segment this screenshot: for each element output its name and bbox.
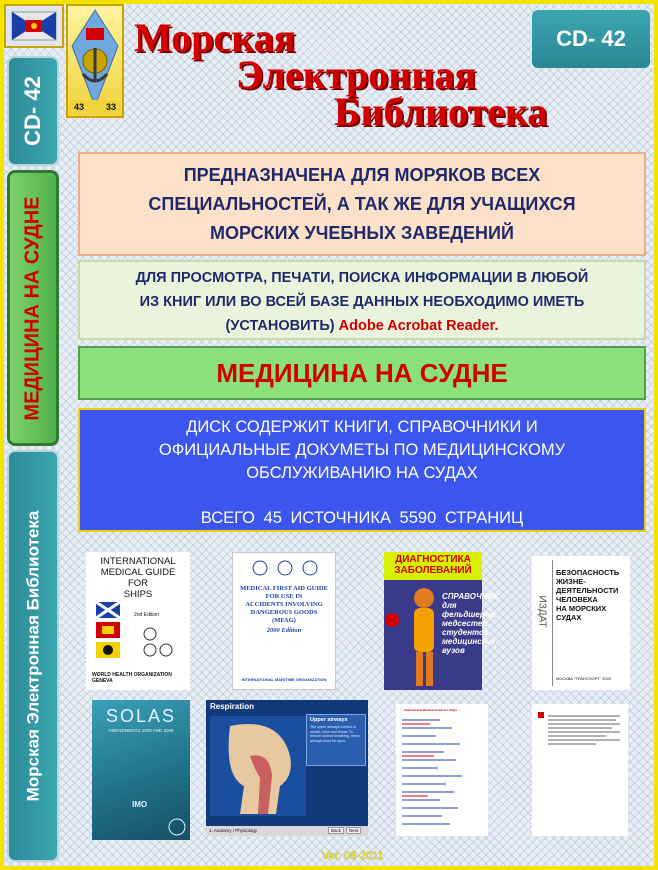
reader-line: ДЛЯ ПРОСМОТРА, ПЕЧАТИ, ПОИСКА ИНФОРМАЦИИ В ЛЮБОЙ <box>135 270 589 286</box>
side-tab-cd-label: CD- 42 <box>20 76 45 146</box>
title-line-3: Библиотека <box>334 89 548 134</box>
thumb-text: НА МОРСКИХ <box>556 604 607 613</box>
contents-total: ВСЕГО 45 ИСТОЧНИКА 5590 СТРАНИЦ <box>200 509 524 527</box>
reader-line: (УСТАНОВИТЬ) <box>225 318 335 334</box>
book-thumb-medical-guide[interactable] <box>86 552 190 690</box>
document-text-icon <box>536 710 624 750</box>
thumb-text: 2000 Edition <box>266 627 302 634</box>
thumb-text: МОСКВА "ТРАНСПОРТ" 2003 <box>556 676 612 681</box>
side-tab-library <box>7 450 59 862</box>
intro-line: СПЕЦИАЛЬНОСТЕЙ, А ТАК ЖЕ ДЛЯ УЧАЩИХСЯ <box>148 194 576 214</box>
book-thumb-diagnostics[interactable] <box>384 552 499 690</box>
cd-number-label: CD- 42 <box>556 26 626 51</box>
contents-line: ОБСЛУЖИВАНИЮ НА СУДАХ <box>246 464 478 482</box>
thumb-text: FOR USE IN <box>265 593 303 600</box>
contents-line: ДИСК СОДЕРЖИТ КНИГИ, СПРАВОЧНИКИ И <box>186 418 538 436</box>
thumb-text: (MFAG) <box>272 617 296 624</box>
book-thumb-solas[interactable] <box>92 700 190 840</box>
topic-banner <box>78 346 646 400</box>
thumb-text: ДЕЯТЕЛЬНОСТИ <box>556 586 619 595</box>
thumb-back-button[interactable]: Back <box>328 827 344 834</box>
thumb-next-button[interactable]: Next <box>346 827 361 834</box>
flag-logo <box>4 4 64 48</box>
thumb-text: ЧЕЛОВЕКА <box>556 595 598 604</box>
side-tab-library-label: Морская Электронная Библиотека <box>23 510 43 802</box>
thumb-text: 2nd Edition <box>134 612 160 618</box>
signal-flags-icon <box>94 600 134 670</box>
thumb-text: The upper airways consist of mouth, nose and throat. To ensure normal breathing, these airways must be open. <box>310 725 360 743</box>
doc-thumb-page[interactable] <box>532 704 628 836</box>
thumb-text: AMENDMENTS 2008 AND 2009 <box>108 728 174 733</box>
anatomy-head-icon <box>210 716 306 816</box>
thumb-text: СУДАХ <box>556 613 582 622</box>
thumb-text: IMO <box>132 800 148 809</box>
thumb-text: International Medical Guide for Ships <box>404 708 458 712</box>
doc-thumb-contents[interactable] <box>396 704 488 836</box>
thumb-text: INTERNATIONAL MARITIME ORGANIZATION <box>241 677 327 682</box>
reader-line: ИЗ КНИГ ИЛИ ВО ВСЕЙ БАЗЕ ДАННЫХ НЕОБХОДИМО ИМЕТЬ <box>139 294 585 310</box>
thumb-text: Upper airways <box>310 717 348 723</box>
thumb-text: SHIPS <box>123 589 153 600</box>
organization-emblems-icon <box>138 626 178 666</box>
side-tab-medicine <box>7 170 59 446</box>
thumb-text: INTERNATIONAL <box>100 556 176 567</box>
thumb-text: MEDICAL GUIDE <box>100 567 176 578</box>
logo-number-left: 43 <box>74 102 85 112</box>
contents-lines-icon <box>400 716 484 832</box>
cd-number-badge <box>532 10 650 68</box>
reader-line-3 <box>80 314 644 338</box>
contents-line: ОФИЦИАЛЬНЫЕ ДОКУМЕТЫ ПО МЕДИЦИНСКОМУ <box>158 441 566 459</box>
thumb-text: SOLAS <box>105 706 177 726</box>
thumb-text: ДИАГНОСТИКА ЗАБОЛЕВАНИЙ <box>394 554 472 576</box>
respiration-info-panel <box>306 714 366 766</box>
contents-banner <box>78 408 646 532</box>
intro-line: ПРЕДНАЗНАЧЕНА ДЛЯ МОРЯКОВ ВСЕХ <box>183 165 541 185</box>
imo-emblem-icon <box>168 818 186 836</box>
title-line-1: Морская <box>134 15 296 60</box>
organization-logos-icon <box>250 559 320 577</box>
app-thumb-respiration[interactable] <box>206 700 368 836</box>
reader-banner <box>78 260 646 340</box>
logo-number-right: 33 <box>106 102 117 112</box>
intro-line: МОРСКИХ УЧЕБНЫХ ЗАВЕДЕНИЙ <box>210 223 514 243</box>
respiration-status-bar <box>206 826 368 836</box>
thumb-text: DANGEROUS GOODS <box>250 609 318 616</box>
thumb-text: ИЗДАТ <box>536 595 548 628</box>
thumb-text: ЖИЗНЕ- <box>556 577 586 586</box>
version-label: Ver. 08-2011 <box>322 850 384 862</box>
book-thumb-safety[interactable] <box>532 556 630 690</box>
thumb-text: MEDICAL FIRST AID GUIDE <box>240 585 328 592</box>
book-thumb-mfag[interactable] <box>232 552 336 690</box>
topic-title: МЕДИЦИНА НА СУДНЕ <box>216 358 508 388</box>
thumb-text: ACCIDENTS INVOLVING <box>245 601 323 608</box>
thumb-text: GENEVA <box>92 678 113 684</box>
side-tab-cd <box>7 56 59 166</box>
thumb-text: Respiration <box>210 702 255 711</box>
thumb-text: WORLD HEALTH ORGANIZATION <box>92 672 172 678</box>
title-line-2: Электронная <box>236 52 476 97</box>
thumb-text: 1. Anatomy / Physiology <box>209 828 258 833</box>
anchor-badge-icon <box>68 6 122 116</box>
intro-banner <box>78 152 646 256</box>
badge-logo <box>66 4 124 118</box>
thumb-text: FOR <box>127 578 149 589</box>
thumb-text: СПРАВОЧНИК для фельдшеров, медсестер, студентов медицинских вузов <box>442 592 499 655</box>
side-tab-medicine-label: МЕДИЦИНА НА СУДНЕ <box>21 195 44 421</box>
reader-app-name: Adobe Acrobat Reader. <box>338 318 499 334</box>
flag-emblem-icon <box>6 6 62 46</box>
thumb-text: БЕЗОПАСНОСТЬ <box>556 568 620 577</box>
